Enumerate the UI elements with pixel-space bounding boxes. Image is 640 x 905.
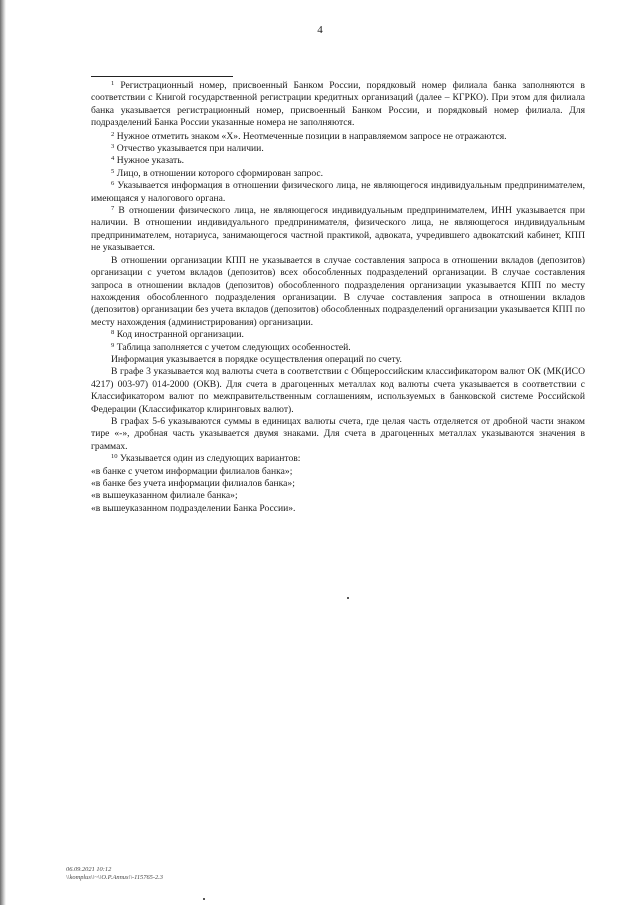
footnote-separator <box>91 76 233 77</box>
footnote-3 <box>91 143 585 155</box>
footnote-mark: 6 <box>111 180 115 188</box>
footnote-text: Код иностранной организации. <box>116 329 244 341</box>
footnote-text: Указывается один из следующих вариантов: <box>120 453 301 465</box>
footnote-mark: 3 <box>111 143 115 151</box>
scan-edge-shadow <box>0 0 6 905</box>
variant-item: «в вышеуказанном подразделении Банка России». <box>91 502 296 514</box>
footnote-mark: 7 <box>111 205 115 213</box>
paragraph-text: В графе 3 указывается код валюты счета в соответствии с Общероссийским классификатором валют ОК (МК(ИСО 4217) 003-97) 014-2000 (ОКВ). Для счета в драгоценных металлах код валюты счета указывается в соответствии с Классификатором валют по межправительственным соглашениям, используемых в банковской системе Российской Федерации (Классификатор клиринговых валют). <box>91 366 585 415</box>
scan-speck <box>347 597 349 599</box>
footnote-text: Отчество указывается при наличии. <box>116 143 264 155</box>
footnote-text: В отношении физического лица, не являющегося индивидуальным предпринимателем, ИНН указывается при наличии. В отношении индивидуального предпринимателя, физического лица, не являющегося индивидуальным предпринимателем, нотариуса, занимающегося частной практикой, адвоката, учредившего адвокатский кабинет, КПП не указывается. <box>91 205 585 254</box>
footnote-1 <box>91 80 585 130</box>
footnote-text: Нужное отметить знаком «Х». Неотмеченные позиции в направляемом запросе не отражаются. <box>116 130 507 142</box>
footnote-4 <box>91 155 585 167</box>
footnote-mark: 9 <box>111 341 115 349</box>
page-number: 4 <box>317 24 323 36</box>
variant-item: «в вышеуказанном филиале банка»; <box>91 490 238 502</box>
footnotes-block <box>91 80 585 515</box>
footnote-7 <box>91 205 585 255</box>
footnote-7-kpp-paragraph <box>91 255 585 329</box>
footnote-mark: 1 <box>111 80 115 87</box>
footnote-mark: 2 <box>111 130 115 138</box>
footnote-mark: 8 <box>111 329 115 337</box>
footer-date: 06.09.2021 10:12 <box>66 866 112 873</box>
variant-item: «в банке без учета информации филиалов банка»; <box>91 478 295 489</box>
footnote-mark: 4 <box>111 155 115 163</box>
footnote-9-amounts-paragraph <box>91 416 585 453</box>
footnote-5 <box>91 168 585 180</box>
footnote-10 <box>91 453 585 465</box>
document-footer <box>66 866 163 882</box>
footer-file-path: \\komplus\\~\\О.Р.Annus\\-115765-2.3 <box>66 874 163 881</box>
footnote-mark: 5 <box>111 167 115 175</box>
footnote-2 <box>91 131 585 143</box>
footnote-text: Лицо, в отношении которого сформирован запрос. <box>116 167 324 179</box>
footnote-9 <box>91 342 585 354</box>
paragraph-text: В отношении организации КПП не указывается в случае составления запроса в отношении вкладов (депозитов) организации с учетом вкладов (депозитов) всех обособленных подразделений организации. В случае составления запроса в отношении вкладов (депозитов) обособленного подразделения организации указывается КПП по месту нахождения обособленного подразделения организации. В случае составления запроса в отношении вкладов (депозитов) организации без учета вкладов (депозитов) обособленных подразделений организации указывается КПП по месту нахождения (администрирования) организации. <box>91 254 585 328</box>
footnote-9-order-paragraph <box>91 354 585 366</box>
footnote-text: Указывается информация в отношении физического лица, не являющегося индивидуальным предпринимателем, имеющаяся у налогового органа. <box>91 180 585 204</box>
footnote-mark: 10 <box>111 453 118 461</box>
footnote-text: Регистрационный номер, присвоенный Банком России, порядковый номер филиала банка заполняются в соответствии с Книгой государственной регистрации кредитных организаций (далее – КГРКО). При этом для филиала банка указывается регистрационный номер, присвоенный Банком России, и порядковый номер филиала. Для подразделений Банка России указанные номера не заполняются. <box>91 80 585 129</box>
variant-item: «в банке с учетом информации филиалов банка»; <box>91 465 293 477</box>
paragraph-text: В графах 5-6 указываются суммы в единицах валюты счета, где целая часть отделяется от дробной части знаком тире «-», дробная часть указывается двумя знаками. Для счета в драгоценных металлах указываются значения в граммах. <box>91 415 585 452</box>
paragraph-text: Информация указывается в порядке осуществления операций по счету. <box>111 353 402 365</box>
footnote-text: Таблица заполняется с учетом следующих особенностей. <box>116 341 351 353</box>
footnote-9-currency-paragraph <box>91 366 585 416</box>
footnote-text: Нужное указать. <box>116 155 184 167</box>
scan-speck <box>203 898 205 900</box>
footnote-6 <box>91 180 585 205</box>
footnote-8 <box>91 329 585 341</box>
